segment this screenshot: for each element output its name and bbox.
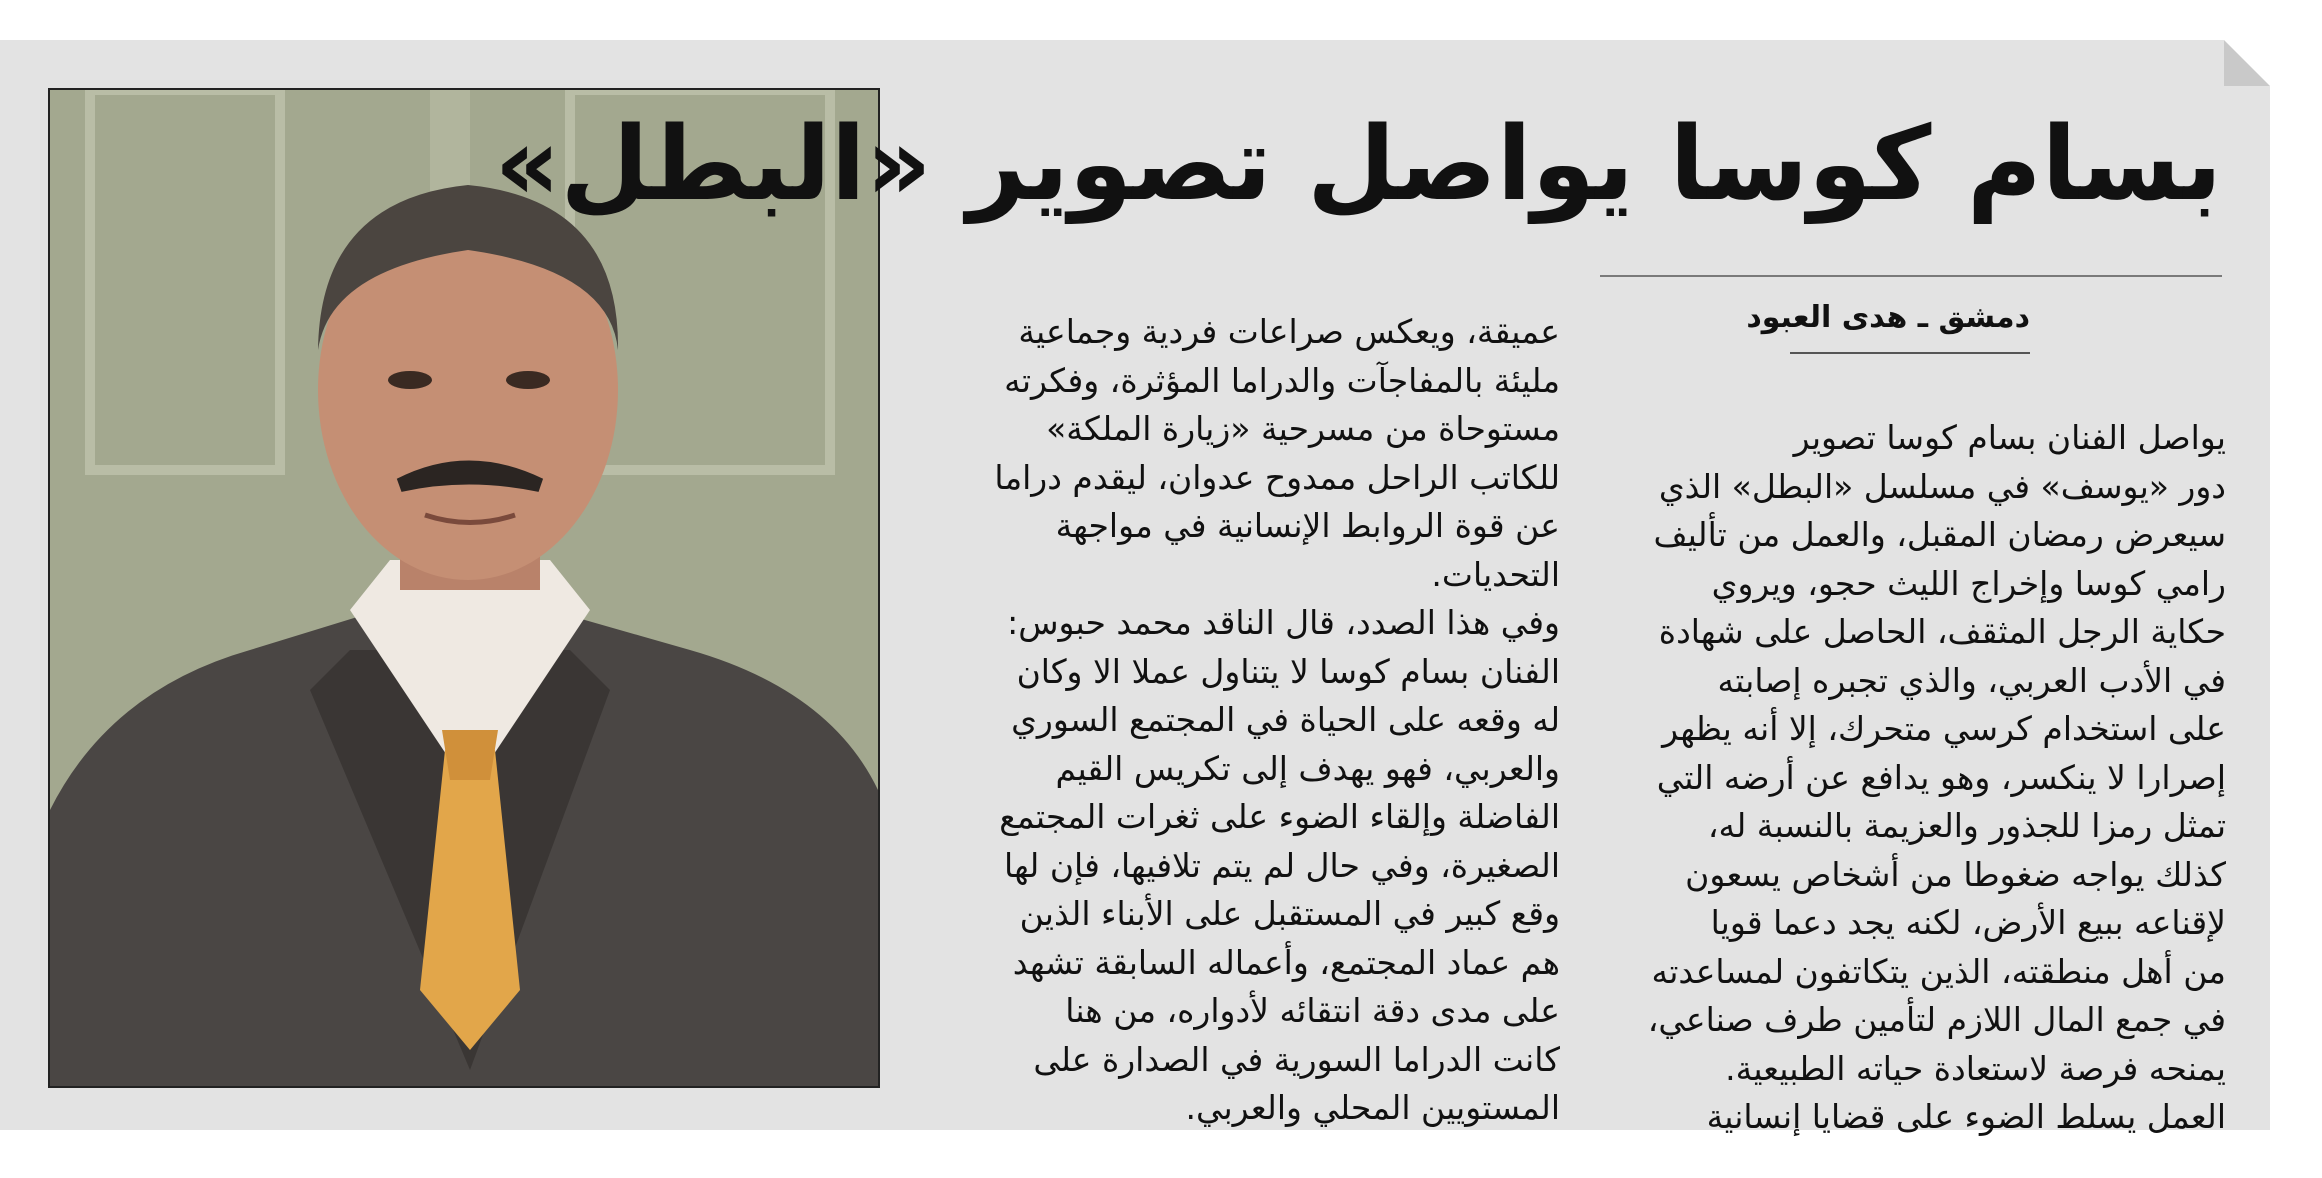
article-column-left: عميقة، ويعكس صراعات فردية وجماعية مليئة بالمفاجآت والدراما المؤثرة، وفكرته مستوحاة من مسرحية «زيارة الملكة» للكاتب الراحل ممدوح عدوان، ليقدم دراما عن قوة الروابط الإنسانية في مواجهة التحديات. وفي هذا الصدد، قال الناقد محمد حبوس: الفنان بسام كوسا لا يتناول عملا الا وكان له وقعه على الحياة في المجتمع السوري والعربي، فهو يهدف إلى تكريس القيم الفاضلة وإلقاء الضوء على ثغرات المجتمع الصغيرة، وفي حال لم يتم تلافيها، فإن لها وقع كبير في المستقبل على الأبناء الذين هم عماد المجتمع، وأعماله السابقة تشهد على مدى دقة انتقائه لأدواره، من هنا كانت الدراما السورية في الصدارة على المستويين المحلي والعربي. bbox=[994, 312, 1560, 1127]
article-headline: بسام كوسا يواصل تصوير «البطل» bbox=[494, 105, 2222, 224]
byline-divider bbox=[1600, 275, 2222, 277]
article-column-right: يواصل الفنان بسام كوسا تصوير دور «يوسف» في مسلسل «البطل» الذي سيعرض رمضان المقبل، والعمل من تأليف رامي كوسا وإخراج الليث حجو، ويروي حكاية الرجل المثقف، الحاصل على شهادة في الأدب العربي، والذي تجبره إصابته على استخدام كرسي متحرك، إلا أنه يظهر إصرارا لا ينكسر، وهو يدافع عن أرضه التي تمثل رمزا للجذور والعزيمة بالنسبة له، كذلك يواجه ضغوطا من أشخاص يسعون لإقناعه ببيع الأرض، لكنه يجد دعما قويا من أهل منطقته، الذين يتكاتفون لمساعدته في جمع المال اللازم لتأمين طرف صناعي، يمنحه فرصة لاستعادة حياته الطبيعية. العمل يسلط الضوء على قضايا إنسانية bbox=[1647, 418, 2226, 1136]
page-fold-corner bbox=[2224, 40, 2270, 86]
tie-knot bbox=[442, 730, 498, 780]
left-eye bbox=[388, 371, 432, 389]
newspaper-clipping bbox=[0, 40, 2270, 1136]
article-byline: دمشق ـ هدى العبود bbox=[1746, 300, 2030, 335]
right-eye bbox=[506, 371, 550, 389]
moustache bbox=[400, 468, 540, 486]
byline-underline bbox=[1790, 352, 2030, 354]
